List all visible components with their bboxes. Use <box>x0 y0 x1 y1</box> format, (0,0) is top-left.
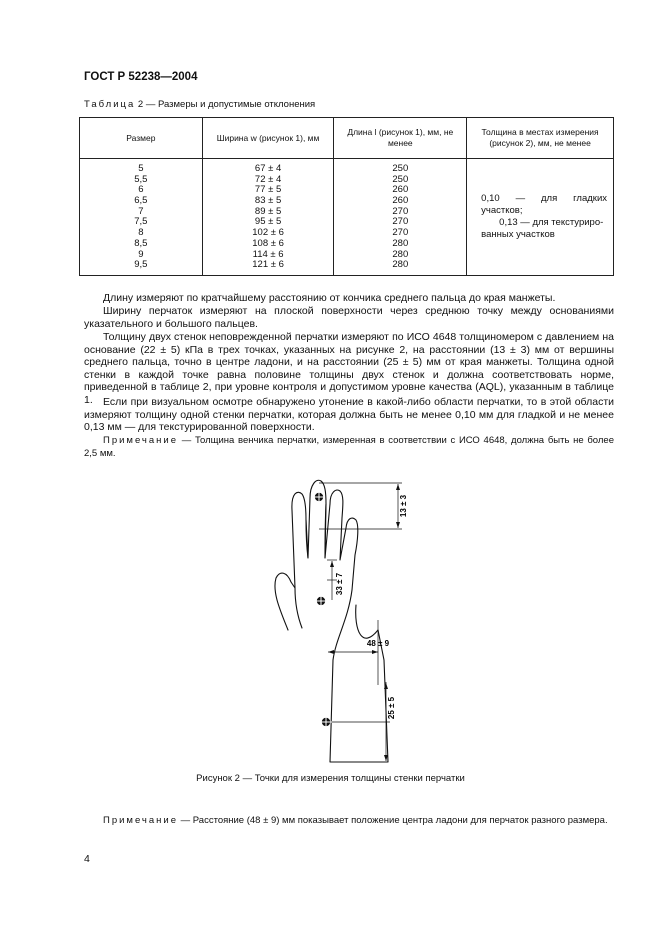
size-cell: 5 <box>138 163 144 174</box>
length-cell: 270 <box>392 205 409 217</box>
thickness-smooth-line: 0,10 — для гладких <box>481 192 607 204</box>
sizes-table <box>79 117 614 276</box>
note-text: — Толщина венчика перчатки, измеренная в соответствии с ИСО 4648, должна быть не более 2,5 мм. <box>84 435 614 459</box>
width-cell: 102 ± 6 <box>252 227 284 239</box>
width-cell: 121 ± 6 <box>252 259 284 271</box>
size-column <box>80 159 203 276</box>
size-cell: 6 <box>138 184 144 196</box>
figure-caption: Рисунок 2 — Точки для измерения толщины стенки перчатки <box>196 773 465 784</box>
header-thickness: Толщина в местах измерения (рисунок 2), мм, не менее <box>467 118 614 159</box>
note-label: Примечание <box>103 435 178 446</box>
glove-outline <box>275 480 388 762</box>
paragraph-width: Ширину перчаток измеряют на плоской поверхности через среднюю точку между основаниями указательного и большого пальцев. <box>84 305 614 330</box>
measure-point-finger <box>313 491 325 503</box>
paragraph-length: Длину измеряют по кратчайшему расстоянию от кончика среднего пальца до края манжеты. <box>103 292 556 304</box>
page-number: 4 <box>84 853 90 865</box>
size-cell: 7,5 <box>134 216 148 228</box>
paragraph-thickness: Толщину двух стенок неповрежденной перчатки измеряют по ИСО 4648 толщиномером с давлением на основание (22 ± 5) кПа в трех точках, указанных на рисунке 2, на расстоянии (13 ± 3) мм от вершины среднего пальца, точно в центре ладони, и на расстоянии (25 ± 5) мм от края манжеты. Толщина одной стенки в каждой точке равна половине толщины двух стенок и должна соответствовать норме, приведенной в таблице 2, при уровне контроля и допустимом уровне качества (AQL), указанным в таблице 1. <box>84 331 614 406</box>
thickness-smooth-line-2: участков; <box>481 204 523 216</box>
paragraph-thinning: Если при визуальном осмотре обнаружено утонение в какой-либо области перчатки, то в этой области измеряют толщину одной стенки перчатки, которая должна быть не менее 0,10 мм для гладкой и не менее 0,13 мм — для текстурированной поверхности. <box>84 396 614 434</box>
width-cell: 114 ± 6 <box>252 248 284 260</box>
width-cell: 83 ± 5 <box>254 195 282 207</box>
header-width: Ширина w (рисунок 1), мм <box>202 118 334 159</box>
standard-title: ГОСТ Р 52238—2004 <box>84 71 198 83</box>
size-cell: 8 <box>138 227 144 239</box>
size-cell: 6,5 <box>134 195 148 207</box>
measure-point-cuff <box>320 716 332 728</box>
thickness-textured-line-2: ванных участков <box>481 228 555 240</box>
width-cell: 108 ± 6 <box>252 237 284 249</box>
table-title-word: Таблица <box>84 99 136 110</box>
note-rim <box>84 435 614 460</box>
note-label: Примечание <box>103 815 178 826</box>
size-cell: 7 <box>138 205 144 217</box>
length-cell: 250 <box>392 173 409 185</box>
width-cell: 77 ± 5 <box>254 184 282 196</box>
glove-figure <box>270 470 430 770</box>
size-cell: 5,5 <box>134 173 148 185</box>
measure-point-palm <box>315 595 327 607</box>
length-cell: 270 <box>392 227 409 239</box>
dimension-48: 48 ± 9 <box>366 639 390 648</box>
length-cell: 260 <box>392 195 409 207</box>
length-cell: 280 <box>392 248 409 260</box>
thumb-inner <box>295 588 302 628</box>
table-title-text: 2 — Размеры и допустимые отклонения <box>137 99 316 110</box>
width-cell: 67 ± 4 <box>254 163 282 174</box>
length-column <box>334 159 467 276</box>
length-cell: 270 <box>392 216 409 228</box>
header-length: Длина l (рисунок 1), мм, не менее <box>334 118 467 159</box>
dimension-25: 25 ± 5 <box>387 696 396 720</box>
note-palm-distance <box>84 815 614 828</box>
length-cell: 280 <box>392 259 409 271</box>
header-size: Размер <box>80 118 203 159</box>
width-cell: 72 ± 4 <box>254 173 282 185</box>
thickness-cell <box>467 159 614 276</box>
thickness-textured-line: 0,13 — для текстуриро- <box>499 216 604 228</box>
size-cell: 9 <box>138 248 144 260</box>
dimension-13: 13 ± 3 <box>399 494 408 518</box>
width-cell: 95 ± 5 <box>254 216 282 228</box>
palm-crease <box>356 605 378 638</box>
table-title <box>84 99 315 110</box>
dimension-33: 33 ± 7 <box>335 572 344 596</box>
width-column <box>202 159 334 276</box>
note-text: — Расстояние (48 ± 9) мм показывает положение центра ладони для перчаток разного размера. <box>178 815 608 826</box>
width-cell: 89 ± 5 <box>254 205 282 217</box>
length-cell: 280 <box>392 237 409 249</box>
size-cell: 8,5 <box>134 237 148 249</box>
measurement-points <box>313 491 332 728</box>
size-cell: 9,5 <box>134 259 148 271</box>
length-cell: 250 <box>392 163 409 174</box>
length-cell: 260 <box>392 184 409 196</box>
